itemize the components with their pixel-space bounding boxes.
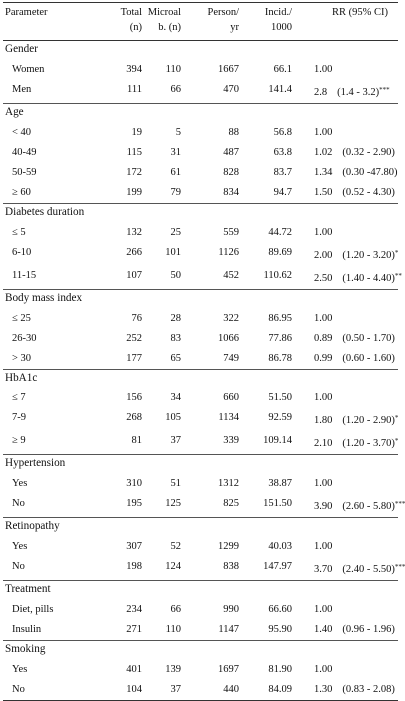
- row-label: ≤ 25: [12, 312, 31, 324]
- cell-rr: [292, 680, 398, 701]
- table-row: [3, 163, 398, 183]
- cell-microalb: 31: [170, 146, 181, 158]
- header-parameter: Parameter: [3, 3, 104, 41]
- cell-rr: [292, 123, 398, 143]
- rr-confidence-interval: (0.96 - 1.96): [342, 624, 395, 636]
- table-row: [3, 680, 398, 701]
- header-person-yr-line-1: Person/: [207, 7, 239, 18]
- rr-value: 2.50: [314, 272, 333, 284]
- cell-rr: [292, 60, 398, 80]
- table-row: [3, 223, 398, 243]
- rr-value: 1.30: [314, 684, 333, 696]
- cell-rr: [292, 494, 405, 518]
- section-title: Gender: [3, 41, 398, 60]
- header-row: [3, 3, 398, 41]
- cell-incidence: 86.78: [268, 352, 292, 364]
- rr-value: 1.02: [314, 146, 333, 158]
- cell-total: 199: [126, 186, 142, 198]
- cell-person-yr: 825: [223, 498, 239, 510]
- cell-rr: [292, 620, 398, 641]
- cell-total: 81: [131, 435, 142, 447]
- cell-rr: [292, 329, 398, 349]
- cell-person-yr: 322: [223, 312, 239, 324]
- row-label: 7-9: [12, 412, 26, 424]
- cell-microalb: 5: [175, 126, 181, 138]
- table-body: [3, 41, 405, 701]
- cell-incidence: 147.97: [263, 561, 292, 573]
- header-microalb: [142, 3, 181, 41]
- cell-total: 252: [126, 332, 142, 344]
- cell-person-yr: 1697: [218, 664, 239, 676]
- cell-total: 198: [126, 561, 142, 573]
- cell-total: 104: [104, 680, 142, 701]
- cell-rr: [292, 143, 398, 163]
- cell-total: 307: [126, 541, 142, 553]
- rr-value: 3.70: [314, 564, 333, 576]
- cell-rr: [292, 408, 398, 431]
- table-row: [3, 408, 398, 431]
- section-header-row: [3, 455, 398, 474]
- table-row: [3, 60, 398, 80]
- cell-microalb: 101: [165, 246, 181, 258]
- rr-value: 0.99: [314, 352, 333, 364]
- cell-person-yr: 834: [223, 186, 239, 198]
- cell-incidence: 63.8: [273, 146, 292, 158]
- cell-person-yr: 1066: [218, 332, 239, 344]
- cell-person-yr: 1667: [218, 63, 239, 75]
- cell-microalb: 66: [170, 604, 181, 616]
- header-rr: RR (95% CI): [292, 3, 398, 41]
- cell-incidence: 77.86: [268, 332, 292, 344]
- section-header-row: [3, 518, 398, 537]
- significance-marker: **: [394, 271, 402, 280]
- cell-total: 19: [131, 126, 142, 138]
- cell-total: 107: [126, 269, 142, 281]
- cell-rr: [292, 266, 402, 290]
- cell-microalb: 139: [165, 664, 181, 676]
- rr-confidence-interval: (1.4 - 3.2): [337, 86, 380, 98]
- row-label: 26-30: [12, 332, 37, 344]
- header-person-yr-line-2: yr: [230, 22, 239, 33]
- rr-value: 1.00: [314, 126, 333, 138]
- header-total-line-2: (n): [129, 22, 142, 33]
- cell-person-yr: 1126: [218, 246, 239, 258]
- rr-confidence-interval: (1.20 - 2.90): [342, 415, 395, 427]
- table-row: [3, 266, 398, 290]
- cell-total: 266: [126, 246, 142, 258]
- cell-microalb: 50: [170, 269, 181, 281]
- cell-incidence: 84.09: [239, 680, 292, 701]
- cell-microalb: 61: [170, 166, 181, 178]
- section-title: HbA1c: [3, 369, 398, 388]
- rr-value: 2.10: [314, 438, 333, 450]
- section-header-row: [3, 289, 398, 308]
- rr-confidence-interval: (0.52 - 4.30): [342, 186, 395, 198]
- cell-incidence: 151.50: [263, 498, 292, 510]
- row-label: Yes: [12, 478, 28, 490]
- table-row: [3, 494, 398, 518]
- cell-total: 177: [126, 352, 142, 364]
- rr-value: 1.00: [314, 664, 333, 676]
- cell-incidence: 44.72: [268, 226, 292, 238]
- section-title: Treatment: [3, 581, 398, 600]
- cell-incidence: 92.59: [268, 412, 292, 424]
- table-row: [3, 243, 398, 266]
- results-table: [3, 2, 405, 701]
- row-label: No: [12, 561, 25, 573]
- section-header-row: [3, 41, 398, 60]
- cell-incidence: 83.7: [273, 166, 292, 178]
- row-label: ≥ 60: [12, 186, 31, 198]
- significance-marker: ***: [394, 500, 405, 509]
- rr-value: 0.89: [314, 332, 333, 344]
- section-title: Smoking: [3, 641, 398, 660]
- cell-person-yr: 660: [223, 392, 239, 404]
- rr-confidence-interval: (1.20 - 3.20): [342, 249, 395, 261]
- rr-confidence-interval: (0.32 - 2.90): [342, 146, 395, 158]
- rr-confidence-interval: (2.40 - 5.50): [342, 564, 395, 576]
- rr-confidence-interval: (0.50 - 1.70): [342, 332, 395, 344]
- cell-microalb: 28: [170, 312, 181, 324]
- rr-confidence-interval: (1.20 - 3.70): [342, 438, 395, 450]
- header-person-yr: [181, 3, 239, 41]
- rr-confidence-interval: (0.60 - 1.60): [342, 352, 395, 364]
- row-label: ≤ 5: [12, 226, 26, 238]
- cell-microalb: 37: [142, 680, 181, 701]
- rr-confidence-interval: (1.40 - 4.40): [342, 272, 395, 284]
- cell-microalb: 125: [165, 498, 181, 510]
- rr-value: 2.00: [314, 249, 333, 261]
- rr-confidence-interval: (0.83 - 2.08): [342, 684, 395, 696]
- table-row: [3, 388, 398, 408]
- cell-microalb: 65: [170, 352, 181, 364]
- table-row: [3, 620, 398, 641]
- table-row: [3, 431, 398, 455]
- cell-microalb: 66: [170, 83, 181, 95]
- table-row: [3, 557, 398, 581]
- significance-marker: *: [394, 437, 399, 446]
- cell-total: 195: [126, 498, 142, 510]
- cell-total: 234: [126, 604, 142, 616]
- cell-microalb: 34: [170, 392, 181, 404]
- header-incidence-line-2: 1000: [271, 22, 292, 33]
- cell-total: 172: [126, 166, 142, 178]
- cell-rr: [292, 243, 398, 266]
- cell-incidence: 40.03: [268, 541, 292, 553]
- cell-incidence: 38.87: [268, 478, 292, 490]
- rr-value: 1.00: [314, 63, 333, 75]
- cell-rr: [292, 183, 398, 204]
- row-label: < 40: [12, 126, 32, 138]
- cell-microalb: 110: [165, 63, 181, 75]
- table-row: [3, 349, 398, 370]
- cell-person-yr: 1147: [218, 624, 239, 636]
- table-row: [3, 537, 398, 557]
- cell-person-yr: 88: [228, 126, 239, 138]
- cell-person-yr: 838: [223, 561, 239, 573]
- table-row: [3, 123, 398, 143]
- row-label: ≥ 9: [12, 435, 26, 447]
- rr-value: 1.34: [314, 166, 333, 178]
- header-microalb-line-2: b. (n): [158, 22, 181, 33]
- cell-rr: [292, 388, 398, 408]
- cell-incidence: 141.4: [268, 83, 292, 95]
- rr-value: 3.90: [314, 501, 333, 513]
- cell-person-yr: 990: [223, 604, 239, 616]
- significance-marker: ***: [394, 563, 405, 572]
- rr-value: 1.00: [314, 312, 333, 324]
- cell-rr: [292, 557, 405, 581]
- cell-rr: [292, 223, 398, 243]
- cell-total: 156: [126, 392, 142, 404]
- table-row: [3, 474, 398, 494]
- cell-total: 310: [126, 478, 142, 490]
- cell-person-yr: 749: [223, 352, 239, 364]
- cell-total: 268: [126, 412, 142, 424]
- rr-value: 1.00: [314, 604, 333, 616]
- header-incidence-line-1: Incid./: [264, 7, 292, 18]
- row-label: 50-59: [12, 166, 37, 178]
- significance-marker: *: [394, 248, 399, 257]
- row-label: 40-49: [12, 146, 37, 158]
- cell-total: 115: [126, 146, 142, 158]
- cell-person-yr: 1134: [218, 412, 239, 424]
- header-microalb-line-1: Microal: [147, 7, 181, 18]
- section-header-row: [3, 641, 398, 660]
- header-total: [104, 3, 142, 41]
- cell-person-yr: 559: [223, 226, 239, 238]
- cell-incidence: 51.50: [268, 392, 292, 404]
- row-label: Insulin: [12, 624, 42, 636]
- cell-rr: [292, 349, 398, 370]
- header-total-line-1: Total: [120, 7, 142, 18]
- cell-person-yr: 470: [223, 83, 239, 95]
- rr-confidence-interval: (2.60 - 5.80): [342, 501, 395, 513]
- row-label: 11-15: [12, 269, 37, 281]
- cell-person-yr: 487: [223, 146, 239, 158]
- row-label: No: [3, 680, 104, 701]
- row-label: Women: [12, 63, 45, 75]
- cell-rr: [292, 163, 398, 183]
- table-row: [3, 329, 398, 349]
- section-header-row: [3, 581, 398, 600]
- table-row: [3, 143, 398, 163]
- cell-total: 401: [126, 664, 142, 676]
- row-label: Diet, pills: [12, 604, 54, 616]
- cell-incidence: 81.90: [268, 664, 292, 676]
- rr-value: 1.50: [314, 186, 333, 198]
- section-title: Retinopathy: [3, 518, 398, 537]
- cell-rr: [292, 537, 398, 557]
- cell-incidence: 94.7: [273, 186, 292, 198]
- section-header-row: [3, 369, 398, 388]
- cell-microalb: 124: [165, 561, 181, 573]
- cell-incidence: 109.14: [263, 435, 292, 447]
- cell-incidence: 95.90: [268, 624, 292, 636]
- cell-rr: [292, 474, 398, 494]
- cell-incidence: 66.1: [273, 63, 292, 75]
- row-label: No: [12, 498, 25, 510]
- rr-value: 1.80: [314, 415, 333, 427]
- cell-rr: [292, 431, 398, 455]
- cell-total: 76: [131, 312, 142, 324]
- table-row: [3, 309, 398, 329]
- row-label: Yes: [12, 664, 28, 676]
- row-label: 6-10: [12, 246, 32, 258]
- table-row: [3, 600, 398, 620]
- cell-incidence: 66.60: [268, 604, 292, 616]
- cell-microalb: 37: [170, 435, 181, 447]
- cell-microalb: 51: [170, 478, 181, 490]
- rr-confidence-interval: (0.30 -47.80): [342, 166, 398, 178]
- cell-incidence: 110.62: [263, 269, 292, 281]
- section-header-row: [3, 103, 398, 122]
- cell-person-yr: 828: [223, 166, 239, 178]
- section-title: Age: [3, 103, 398, 122]
- row-label: Yes: [12, 541, 28, 553]
- table-row: [3, 183, 398, 204]
- rr-value: 1.00: [314, 226, 333, 238]
- section-title: Hypertension: [3, 455, 398, 474]
- cell-rr: [292, 600, 398, 620]
- cell-person-yr: 452: [223, 269, 239, 281]
- row-label: > 30: [12, 352, 32, 364]
- cell-incidence: 86.95: [268, 312, 292, 324]
- rr-value: 2.8: [314, 86, 328, 98]
- cell-total: 394: [126, 63, 142, 75]
- cell-microalb: 25: [170, 226, 181, 238]
- cell-rr: [292, 660, 398, 680]
- cell-microalb: 83: [170, 332, 181, 344]
- rr-value: 1.00: [314, 478, 333, 490]
- cell-microalb: 105: [165, 412, 181, 424]
- table-row: [3, 80, 398, 104]
- cell-total: 271: [126, 624, 142, 636]
- cell-incidence: 89.69: [268, 246, 292, 258]
- cell-total: 132: [126, 226, 142, 238]
- cell-rr: [292, 80, 398, 104]
- cell-incidence: 56.8: [273, 126, 292, 138]
- significance-marker: *: [394, 414, 399, 423]
- section-header-row: [3, 203, 398, 222]
- rr-value: 1.00: [314, 392, 333, 404]
- cell-person-yr: 339: [223, 435, 239, 447]
- cell-person-yr: 1299: [218, 541, 239, 553]
- cell-person-yr: 1312: [218, 478, 239, 490]
- row-label: Men: [12, 83, 32, 95]
- header-incidence: [239, 3, 292, 41]
- table-row: [3, 660, 398, 680]
- section-title: Diabetes duration: [3, 203, 398, 222]
- cell-microalb: 110: [165, 624, 181, 636]
- cell-rr: [292, 309, 398, 329]
- rr-value: 1.00: [314, 541, 333, 553]
- rr-value: 1.40: [314, 624, 333, 636]
- section-title: Body mass index: [3, 289, 398, 308]
- cell-total: 111: [127, 83, 142, 95]
- row-label: ≤ 7: [12, 392, 26, 404]
- significance-marker: ***: [379, 85, 390, 94]
- cell-person-yr: 440: [181, 680, 239, 701]
- cell-microalb: 52: [170, 541, 181, 553]
- cell-microalb: 79: [170, 186, 181, 198]
